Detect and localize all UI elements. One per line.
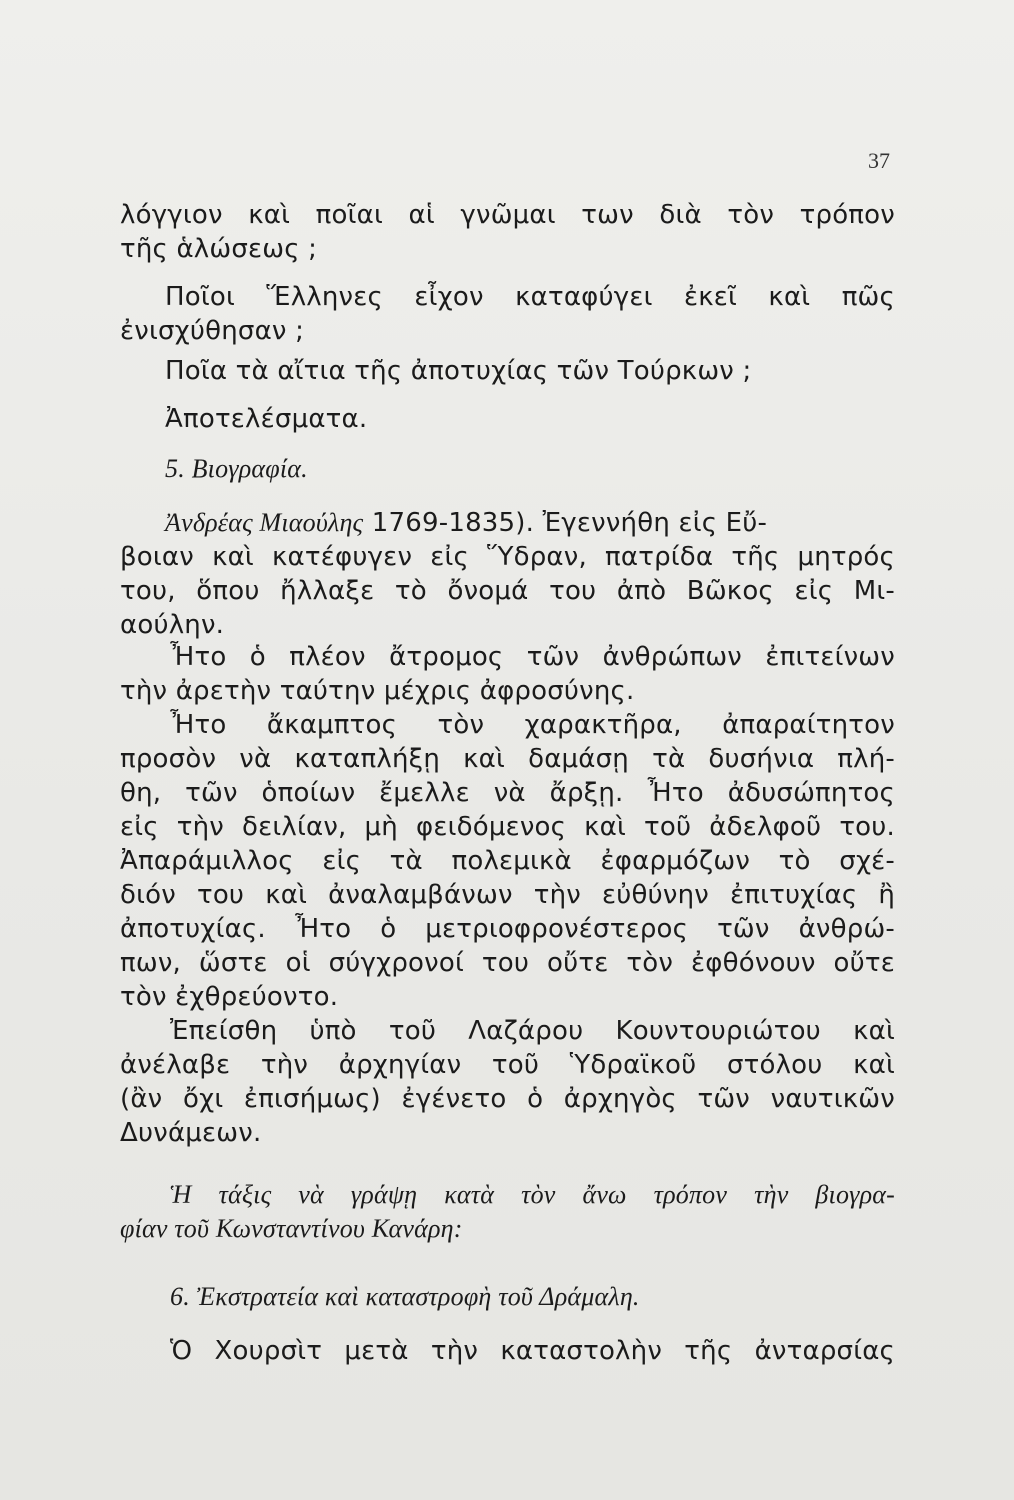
- section-heading: 6. Ἐκστρατεία καὶ καταστροφὴ τοῦ Δράμαλη.: [170, 1282, 640, 1311]
- page-number: 37: [868, 148, 890, 173]
- paragraph-line: [165, 506, 895, 540]
- section-heading: Ἀποτελέσματα.: [165, 404, 368, 434]
- text-line: Ἦτο ὁ πλέον ἄτρομος τῶν ἀνθρώπων ἐπιτείνων: [170, 642, 895, 672]
- text-line: λόγγιον καὶ ποῖαι αἱ γνῶμαι των διὰ τὸν τρόπον: [120, 200, 895, 230]
- text-line: βοιαν καὶ κατέφυγεν εἰς Ὕδραν, πατρίδα τῆς μητρός: [120, 542, 895, 572]
- text-fragment: 1769-1835). Ἐγεννήθη εἰς Εὔ-: [363, 508, 768, 538]
- text-line: προσὸν νὰ καταπλήξῃ καὶ δαμάσῃ τὰ δυσήνια πλή-: [120, 744, 895, 774]
- text-line: Ποῖα τὰ αἴτια τῆς ἀποτυχίας τῶν Τούρκων ;: [165, 356, 752, 386]
- text-line: Ἀπαράμιλλος εἰς τὰ πολεμικὰ ἐφαρμόζων τὸ σχέ-: [120, 846, 895, 876]
- text-line: Ἦτο ἄκαμπτος τὸν χαρακτῆρα, ἀπαραίτητον: [170, 710, 895, 740]
- text-line: ἐνισχύθησαν ;: [120, 316, 305, 346]
- text-line: θη, τῶν ὁποίων ἔμελλε νὰ ἄρξῃ. Ἦτο ἀδυσώπητος: [120, 778, 895, 808]
- section-heading: 5. Βιογραφία.: [165, 454, 308, 483]
- text-line: αούλην.: [120, 610, 225, 640]
- text-line: διόν του καὶ ἀναλαμβάνων τὴν εὐθύνην ἐπιτυχίας ἢ: [120, 880, 895, 910]
- text-line: πων, ὥστε οἱ σύγχρονοί του οὔτε τὸν ἐφθόνουν οὔτε: [120, 948, 895, 978]
- text-line: του, ὅπου ἤλλαξε τὸ ὄνομά του ἀπὸ Βῶκος εἰς Μι-: [120, 576, 895, 606]
- text-line: ἀποτυχίας. Ἦτο ὁ μετριοφρονέστερος τῶν ἀνθρώ-: [120, 914, 895, 944]
- text-line: τὴν ἀρετὴν ταύτην μέχρις ἀφροσύνης.: [120, 676, 635, 706]
- text-line: Ὁ Χουρσὶτ μετὰ τὴν καταστολὴν τῆς ἀνταρσίας: [170, 1336, 895, 1366]
- italic-text-line: φίαν τοῦ Κωνσταντίνου Κανάρη:: [120, 1214, 463, 1243]
- text-line: τῆς ἁλώσεως ;: [120, 234, 318, 264]
- italic-text-line: Ἡ τάξις νὰ γράψῃ κατὰ τὸν ἄνω τρόπον τὴν βιογρα-: [170, 1180, 895, 1209]
- text-line: τὸν ἐχθρεύοντο.: [120, 982, 339, 1012]
- person-name: Ἀνδρέας Μιαούλης: [165, 508, 364, 537]
- text-line: Ποῖοι Ἕλληνες εἶχον καταφύγει ἐκεῖ καὶ πῶς: [165, 282, 895, 312]
- text-line: (ἂν ὄχι ἐπισήμως) ἐγένετο ὁ ἀρχηγὸς τῶν ναυτικῶν: [120, 1084, 895, 1114]
- text-line: Δυνάμεων.: [120, 1118, 262, 1148]
- text-line: εἰς τὴν δειλίαν, μὴ φειδόμενος καὶ τοῦ ἀδελφοῦ του.: [120, 812, 895, 842]
- text-line: ἀνέλαβε τὴν ἀρχηγίαν τοῦ Ὑδραϊκοῦ στόλου καὶ: [120, 1050, 895, 1080]
- text-line: Ἐπείσθη ὑπὸ τοῦ Λαζάρου Κουντουριώτου καὶ: [170, 1016, 895, 1046]
